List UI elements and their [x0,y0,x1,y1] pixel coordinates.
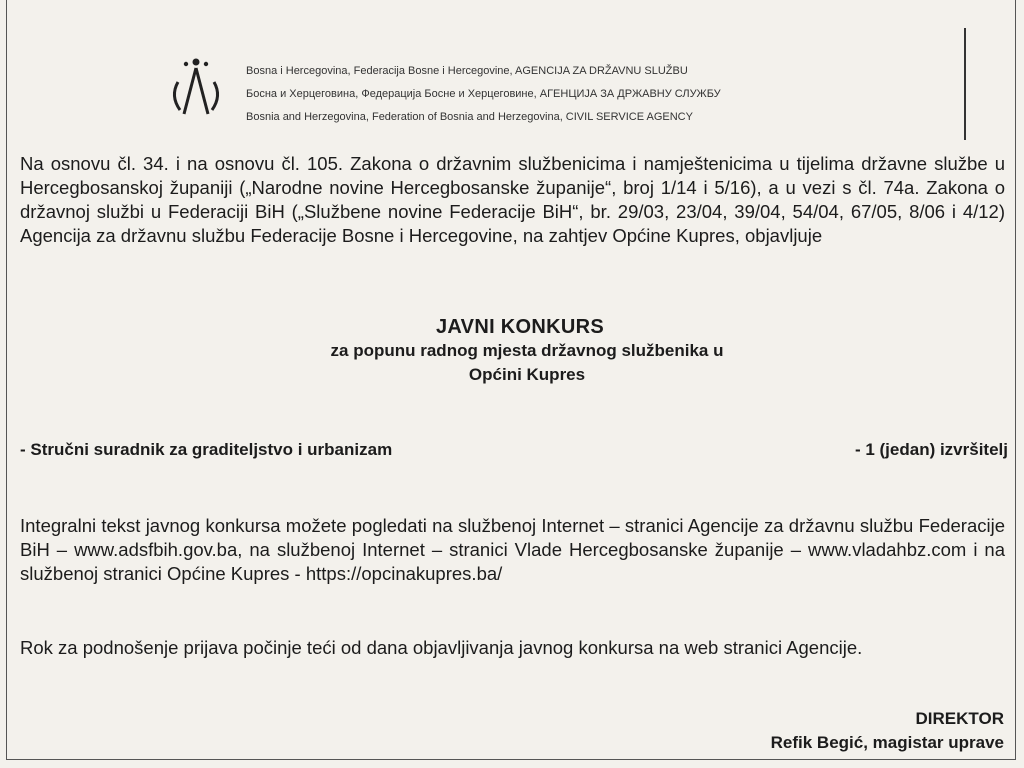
title-block [0,316,1024,387]
agency-header [160,48,880,128]
agency-logo-icon [160,52,232,124]
body-paragraph: Integralni tekst javnog konkursa možete pogledati na službenoj Internet – stranici Agencije za državnu službu Federacije BiH – www.adsfbih.gov.ba, na službenoj Internet – stranici Vlade Hercegbosanske županije – www.vladahbz.com i na službenoj stranici Općine Kupres - https://opcinakupres.ba/ [20,515,1005,584]
column-divider [964,28,966,140]
notice-subtitle-line2: Općini Kupres [468,365,586,384]
signature-block [771,707,1004,755]
header-line-latin: Bosna i Hercegovina, Federacija Bosne i Hercegovine, AGENCIJA ZA DRŽAVNU SLUŽBU [246,65,688,77]
position-row [20,440,1008,460]
notice-title: JAVNI KONKURS [436,316,604,338]
signature-role: DIREKTOR [915,709,1004,728]
intro-paragraph: Na osnovu čl. 34. i na osnovu čl. 105. Zakona o državnim službenicima i namještenicima u tijelima državne službe u Hercegbosanskoj županiji („Narodne novine Hercegbosanske županije“, broj 1/14 i 5/16), a u vezi s čl. 74a. Zakona o državnoj službi u Federaciji BiH („Službene novine Federacije BiH“, br. 29/03, 23/04, 39/04, 54/04, 67/05, 8/06 i 4/12) Agencija za državnu službu Federacije Bosne i Hercegovine, na zahtjev Općine Kupres, objavljuje [20,153,1005,246]
deadline-paragraph: Rok za podnošenje prijava počinje teći od dana objavljivanja javnog konkursa na web stranici Agencije. [20,637,863,658]
header-line-cyrillic: Босна и Херцеговина, Федерација Босне и Херцеговине, АГЕНЦИЈА ЗА ДРЖАВНУ СЛУЖБУ [246,88,721,100]
position-count: - 1 (jedan) izvršitelj [854,440,1008,459]
header-line-english: Bosnia and Herzegovina, Federation of Bosnia and Herzegovina, CIVIL SERVICE AGENCY [246,111,693,123]
signature-name: Refik Begić, magistar uprave [770,733,1004,752]
notice-subtitle-line1: za popunu radnog mjesta državnog službenika u [330,341,724,360]
position-name: - Stručni suradnik za graditeljstvo i urbanizam [20,440,393,459]
